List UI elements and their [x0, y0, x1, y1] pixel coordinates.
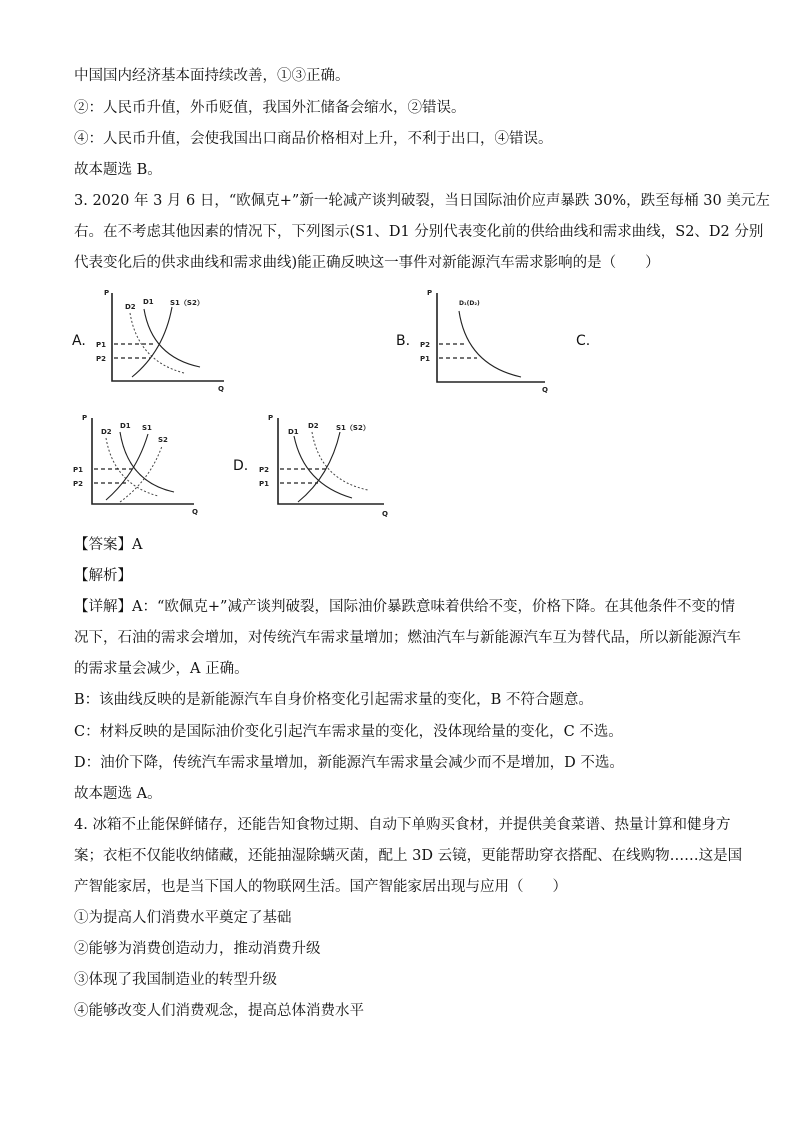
text-line: B：该曲线反映的是新能源汽车自身价格变化引起需求量的变化，B 不符合题意。: [74, 692, 593, 708]
graph-c-d2-curve: [106, 438, 158, 496]
answer-line: 【答案】A: [74, 537, 143, 553]
text-line: D：油价下降，传统汽车需求量增加，新能源汽车需求量会减少而不是增加，D 不选。: [74, 755, 624, 771]
graph-a-q-label: Q: [218, 385, 224, 393]
graph-a-p-label: P: [104, 289, 110, 297]
text-line: 中国国内经济基本面持续改善，①③正确。: [74, 68, 350, 84]
graph-c-d1-label: D1: [120, 422, 131, 430]
graph-a-p2-label: P2: [96, 355, 107, 363]
graph-c: [70, 410, 210, 520]
choice-item: ③体现了我国制造业的转型升级: [74, 972, 277, 988]
graph-c-p1-label: P1: [73, 466, 84, 474]
option-b-label: B.: [396, 333, 411, 349]
text-line: C：材料反映的是国际油价变化引起汽车需求量的变化，没体现给量的变化，C 不选。: [74, 724, 623, 740]
graph-d-q-label: Q: [382, 510, 388, 518]
graph-a-d1-label: D1: [143, 298, 154, 306]
text-line: ②：人民币升值，外币贬值，我国外汇储备会缩水，②错误。: [74, 100, 466, 116]
graph-c-p-label: P: [82, 414, 88, 422]
question-3-line: 3. 2020 年 3 月 6 日，“欧佩克+”新一轮减产谈判破裂，当日国际油价应声暴跌 30%，跌至每桶 30 美元左: [74, 193, 770, 209]
graph-c-d2-label: D2: [101, 428, 112, 436]
text-line: 故本题选 A。: [74, 786, 162, 802]
graph-d-p-label: P: [268, 414, 274, 422]
analysis-heading: 【解析】: [74, 568, 132, 584]
graph-a-p1-label: P1: [96, 341, 107, 349]
graph-a-d2-curve: [130, 313, 184, 373]
graph-a-s-label: S1（S2）: [170, 299, 204, 307]
graph-b-p1-label: P1: [420, 355, 431, 363]
text-line: 【详解】A：“欧佩克+”减产谈判破裂，国际油价暴跌意味着供给不变，价格下降。在其他条件不变的情: [74, 599, 735, 615]
graph-b-p2-label: P2: [420, 341, 431, 349]
question-4-line: 4. 冰箱不止能保鲜储存，还能告知食物过期、自动下单购买食材，并提供美食菜谱、热量计算和健身方: [74, 817, 731, 833]
choice-item: ④能够改变人们消费观念，提高总体消费水平: [74, 1003, 364, 1019]
graph-d-d1-label: D1: [288, 428, 299, 436]
graph-c-s1-label: S1: [142, 424, 152, 432]
graph-d-d1-curve: [294, 436, 352, 498]
choice-item: ①为提高人们消费水平奠定了基础: [74, 910, 292, 926]
option-c-label: C.: [576, 333, 591, 349]
graph-d-p1-label: P1: [259, 480, 270, 488]
graph-b-axes: [437, 293, 545, 382]
text-line: 故本题选 B。: [74, 162, 162, 178]
graph-a-d1-curve: [144, 309, 200, 367]
question-4-line: 产智能家居，也是当下国人的物联网生活。国产智能家居出现与应用（ ）: [74, 879, 567, 895]
graph-c-s2-label: S2: [158, 436, 168, 444]
graph-a: [92, 285, 232, 395]
graph-d-d2-label: D2: [308, 422, 319, 430]
graph-b-p-label: P: [427, 289, 433, 297]
text-line: ④：人民币升值，会使我国出口商品价格相对上升，不利于出口，④错误。: [74, 131, 553, 147]
option-a-label: A.: [72, 333, 86, 349]
graph-b-q-label: Q: [542, 386, 548, 394]
question-3-line: 代表变化后的供求曲线和需求曲线)能正确反映这一事件对新能源汽车需求影响的是（ ）: [74, 255, 660, 271]
option-d-label: D.: [233, 458, 249, 474]
graph-d-s-label: S1（S2）: [336, 424, 370, 432]
graph-c-p2-label: P2: [73, 480, 84, 488]
graph-d-s-curve: [298, 432, 340, 502]
graph-b-d-label: D₁(D₂): [459, 300, 480, 307]
graph-b-demand-curve: [459, 311, 521, 377]
graph-d-p2-label: P2: [259, 466, 270, 474]
graph-d: [256, 410, 396, 520]
graph-a-s-curve: [132, 307, 172, 377]
graph-a-d2-label: D2: [125, 303, 136, 311]
choice-item: ②能够为消费创造动力，推动消费升级: [74, 941, 321, 957]
text-line: 的需求量会减少，A 正确。: [74, 661, 249, 677]
text-line: 况下，石油的需求会增加，对传统汽车需求量增加；燃油汽车与新能源汽车互为替代品，所以新能源汽车: [74, 630, 741, 646]
graph-c-q-label: Q: [192, 508, 198, 516]
graph-b: [417, 285, 557, 395]
question-4-line: 案；衣柜不仅能收纳储藏，还能抽湿除螨灭菌，配上 3D 云镜，更能帮助穿衣搭配、在线购物……这是国: [74, 848, 743, 864]
question-3-line: 右。在不考虑其他因素的情况下，下列图示(S1、D1 分别代表变化前的供给曲线和需求曲线，S2、D2 分别: [74, 224, 764, 240]
